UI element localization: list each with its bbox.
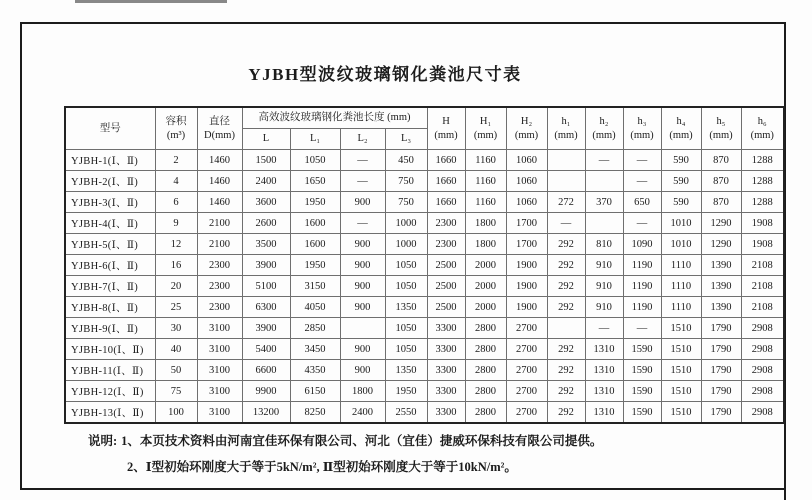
dimension-table [64,106,785,424]
value-cell: 1190 [623,297,661,318]
value-cell: 1310 [585,339,623,360]
model-cell: YJBH-1(Ⅰ、Ⅱ) [65,150,155,171]
value-cell: 9 [155,213,197,234]
note-text: 2、Ⅰ型初始环刚度大于等于5kN/m², Ⅱ型初始环刚度大于等于10kN/m²。 [127,460,517,474]
value-cell: 1590 [623,360,661,381]
value-cell [547,150,585,171]
table-row [65,402,784,424]
value-cell: 1460 [197,192,242,213]
value-cell: 2300 [427,234,465,255]
value-cell: — [547,213,585,234]
value-cell: — [585,150,623,171]
value-cell: 2000 [465,297,506,318]
value-cell: 1110 [661,255,701,276]
value-cell: 292 [547,360,585,381]
value-cell: 1590 [623,402,661,424]
value-cell: 2700 [506,402,547,424]
column-header: h₂ (mm) [585,107,623,150]
value-cell: — [623,150,661,171]
value-cell: 2908 [741,402,784,424]
value-cell: 1660 [427,171,465,192]
value-cell: 590 [661,171,701,192]
value-cell: 3100 [197,318,242,339]
value-cell: — [585,318,623,339]
column-header: h₃ (mm) [623,107,661,150]
value-cell: 3900 [242,255,290,276]
value-cell: 5100 [242,276,290,297]
value-cell [585,213,623,234]
value-cell: 1700 [506,213,547,234]
value-cell: 1600 [290,213,340,234]
value-cell: 1050 [385,255,427,276]
value-cell: 2300 [427,213,465,234]
value-cell: 810 [585,234,623,255]
value-cell: 50 [155,360,197,381]
value-cell: 1950 [385,381,427,402]
value-cell: 2908 [741,339,784,360]
length-subcolumn-header: L₃ [385,129,427,150]
column-header: H (mm) [427,107,465,150]
value-cell: 292 [547,339,585,360]
length-subcolumn-header: L₂ [340,129,385,150]
value-cell: 2500 [427,276,465,297]
value-cell: 2908 [741,381,784,402]
value-cell: 3300 [427,381,465,402]
value-cell: 1310 [585,381,623,402]
value-cell: 1950 [290,255,340,276]
value-cell: 1060 [506,171,547,192]
value-cell: 650 [623,192,661,213]
table-row [65,234,784,255]
value-cell: 1310 [585,360,623,381]
value-cell: 1660 [427,192,465,213]
value-cell: 1590 [623,381,661,402]
value-cell [547,171,585,192]
value-cell: 2800 [465,402,506,424]
value-cell: 1060 [506,192,547,213]
value-cell: 1000 [385,234,427,255]
value-cell: 1800 [340,381,385,402]
model-cell: YJBH-12(Ⅰ、Ⅱ) [65,381,155,402]
value-cell: 1050 [385,318,427,339]
value-cell: 1510 [661,360,701,381]
value-cell: 1350 [385,297,427,318]
value-cell: 1390 [701,276,741,297]
value-cell: 590 [661,192,701,213]
value-cell: 900 [340,255,385,276]
value-cell: 1510 [661,318,701,339]
value-cell: — [623,213,661,234]
table-row [65,213,784,234]
value-cell: 30 [155,318,197,339]
value-cell: 1090 [623,234,661,255]
value-cell: 3150 [290,276,340,297]
table-row [65,339,784,360]
column-header: h₁ (mm) [547,107,585,150]
column-header: 高效波纹玻璃钢化粪池长度 (mm) [242,107,427,129]
note-line [88,428,602,454]
value-cell: 3300 [427,360,465,381]
table-row [65,150,784,171]
value-cell: 1390 [701,255,741,276]
table-row [65,297,784,318]
value-cell: 292 [547,297,585,318]
value-cell: 5400 [242,339,290,360]
value-cell: 1790 [701,402,741,424]
value-cell: 6300 [242,297,290,318]
value-cell: 2400 [242,171,290,192]
page-title: YJBH型波纹玻璃钢化粪池尺寸表 [248,65,522,84]
value-cell: 870 [701,171,741,192]
note-text: 1、本页技术资料由河南宜佳环保有限公司、河北（宜佳）捷威环保科技有限公司提供。 [121,434,603,448]
value-cell: 1590 [623,339,661,360]
value-cell: 2700 [506,339,547,360]
value-cell: 3600 [242,192,290,213]
value-cell: 4050 [290,297,340,318]
scan-artifact-line [75,0,227,3]
value-cell: 1190 [623,255,661,276]
value-cell: 1800 [465,234,506,255]
model-cell: YJBH-11(Ⅰ、Ⅱ) [65,360,155,381]
value-cell: 2500 [427,297,465,318]
table-row [65,192,784,213]
value-cell: 910 [585,255,623,276]
value-cell: 900 [340,339,385,360]
value-cell: 1700 [506,234,547,255]
note-line [88,454,602,480]
value-cell: 1000 [385,213,427,234]
value-cell: 3900 [242,318,290,339]
value-cell: 900 [340,234,385,255]
value-cell: 1160 [465,192,506,213]
value-cell: 6150 [290,381,340,402]
model-cell: YJBH-13(Ⅰ、Ⅱ) [65,402,155,424]
table-row [65,318,784,339]
value-cell: 2800 [465,339,506,360]
value-cell: 1460 [197,150,242,171]
value-cell: 900 [340,297,385,318]
value-cell: 1900 [506,276,547,297]
column-header: 直径 D(mm) [197,107,242,150]
value-cell: 6600 [242,360,290,381]
value-cell: 870 [701,150,741,171]
column-header: 型号 [65,107,155,150]
value-cell: 1500 [242,150,290,171]
notes-label: 说明: [88,434,118,448]
value-cell: 9900 [242,381,290,402]
value-cell: 2100 [197,213,242,234]
value-cell: 1288 [741,192,784,213]
value-cell: 1190 [623,276,661,297]
value-cell [340,318,385,339]
value-cell: 1160 [465,150,506,171]
value-cell: 20 [155,276,197,297]
table-row [65,255,784,276]
value-cell [585,171,623,192]
value-cell: — [340,150,385,171]
value-cell: 1010 [661,213,701,234]
column-header: H₂ (mm) [506,107,547,150]
value-cell: 4350 [290,360,340,381]
value-cell: 2100 [197,234,242,255]
notes [88,428,602,480]
page-frame-edge [784,488,786,500]
value-cell: 25 [155,297,197,318]
value-cell: 590 [661,150,701,171]
value-cell: 2600 [242,213,290,234]
value-cell: 3300 [427,339,465,360]
value-cell: 3100 [197,360,242,381]
value-cell: 1510 [661,381,701,402]
value-cell: 2 [155,150,197,171]
value-cell: 2108 [741,255,784,276]
value-cell: 2300 [197,297,242,318]
value-cell: 3100 [197,381,242,402]
value-cell: 2500 [427,255,465,276]
value-cell: 2850 [290,318,340,339]
value-cell: 910 [585,276,623,297]
value-cell: 1050 [290,150,340,171]
length-subcolumn-header: L₁ [290,129,340,150]
value-cell: 2700 [506,360,547,381]
value-cell: — [623,171,661,192]
table-row [65,276,784,297]
value-cell: 3450 [290,339,340,360]
value-cell: 3300 [427,318,465,339]
value-cell: 2000 [465,276,506,297]
value-cell: 2700 [506,318,547,339]
value-cell: 2700 [506,381,547,402]
model-cell: YJBH-10(Ⅰ、Ⅱ) [65,339,155,360]
value-cell: 1790 [701,360,741,381]
value-cell: 1790 [701,339,741,360]
value-cell: 1010 [661,234,701,255]
value-cell: 1160 [465,171,506,192]
value-cell: 12 [155,234,197,255]
value-cell: 1510 [661,339,701,360]
value-cell: 1050 [385,276,427,297]
model-cell: YJBH-2(Ⅰ、Ⅱ) [65,171,155,192]
value-cell: 8250 [290,402,340,424]
value-cell: 2000 [465,255,506,276]
value-cell: 100 [155,402,197,424]
value-cell: 2400 [340,402,385,424]
model-cell: YJBH-3(Ⅰ、Ⅱ) [65,192,155,213]
value-cell: 2300 [197,255,242,276]
value-cell: 292 [547,234,585,255]
model-cell: YJBH-5(Ⅰ、Ⅱ) [65,234,155,255]
value-cell: 1510 [661,402,701,424]
column-header: h₆ (mm) [741,107,784,150]
value-cell: 292 [547,381,585,402]
value-cell: 292 [547,402,585,424]
value-cell: 1908 [741,213,784,234]
column-header: h₄ (mm) [661,107,701,150]
value-cell: 1950 [290,192,340,213]
value-cell: — [340,171,385,192]
value-cell: 2908 [741,318,784,339]
value-cell: 1790 [701,381,741,402]
value-cell: 1290 [701,213,741,234]
value-cell: 16 [155,255,197,276]
value-cell [547,318,585,339]
model-cell: YJBH-7(Ⅰ、Ⅱ) [65,276,155,297]
value-cell: 1350 [385,360,427,381]
value-cell: 3500 [242,234,290,255]
value-cell: 900 [340,276,385,297]
value-cell: 900 [340,360,385,381]
value-cell: 1900 [506,297,547,318]
value-cell: 1650 [290,171,340,192]
value-cell: 40 [155,339,197,360]
value-cell: 1390 [701,297,741,318]
value-cell: 1110 [661,276,701,297]
value-cell: 1908 [741,234,784,255]
model-cell: YJBH-8(Ⅰ、Ⅱ) [65,297,155,318]
value-cell: 4 [155,171,197,192]
value-cell: 75 [155,381,197,402]
value-cell: 2800 [465,360,506,381]
value-cell: 1460 [197,171,242,192]
value-cell: 2108 [741,297,784,318]
value-cell: — [340,213,385,234]
value-cell: 1800 [465,213,506,234]
value-cell: 272 [547,192,585,213]
value-cell: 292 [547,276,585,297]
table-container [64,106,785,424]
value-cell: 1290 [701,234,741,255]
value-cell: 1660 [427,150,465,171]
model-cell: YJBH-6(Ⅰ、Ⅱ) [65,255,155,276]
value-cell: 1310 [585,402,623,424]
value-cell: 1600 [290,234,340,255]
value-cell: 1288 [741,171,784,192]
value-cell: 910 [585,297,623,318]
value-cell: 450 [385,150,427,171]
value-cell: 292 [547,255,585,276]
column-header: h₅ (mm) [701,107,741,150]
value-cell: 3100 [197,339,242,360]
value-cell: 2800 [465,381,506,402]
value-cell: 2550 [385,402,427,424]
value-cell: 1900 [506,255,547,276]
value-cell: 3300 [427,402,465,424]
column-header: H₁ (mm) [465,107,506,150]
value-cell: 370 [585,192,623,213]
value-cell: 2108 [741,276,784,297]
value-cell: 870 [701,192,741,213]
column-header: 容积 (m³) [155,107,197,150]
value-cell: 2908 [741,360,784,381]
model-cell: YJBH-4(Ⅰ、Ⅱ) [65,213,155,234]
value-cell: — [623,318,661,339]
model-cell: YJBH-9(Ⅰ、Ⅱ) [65,318,155,339]
table-row [65,381,784,402]
value-cell: 3100 [197,402,242,424]
value-cell: 1790 [701,318,741,339]
length-subcolumn-header: L [242,129,290,150]
value-cell: 1060 [506,150,547,171]
value-cell: 750 [385,192,427,213]
value-cell: 13200 [242,402,290,424]
value-cell: 1288 [741,150,784,171]
value-cell: 1050 [385,339,427,360]
value-cell: 2800 [465,318,506,339]
value-cell: 750 [385,171,427,192]
table-row [65,171,784,192]
value-cell: 900 [340,192,385,213]
value-cell: 1110 [661,297,701,318]
table-row [65,360,784,381]
value-cell: 6 [155,192,197,213]
value-cell: 2300 [197,276,242,297]
